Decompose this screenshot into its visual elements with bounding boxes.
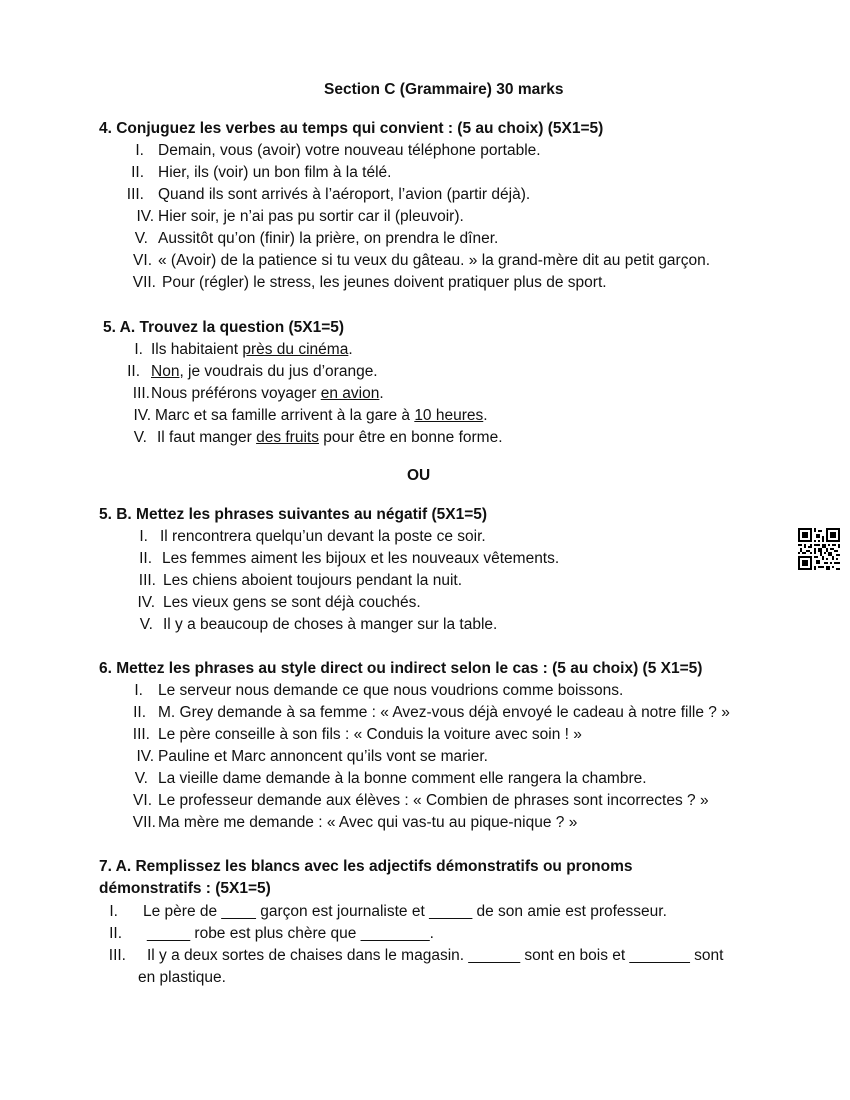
list-item: Il y a deux sortes de chaises dans le magasin. ______ sont en bois et _______ sont — [147, 947, 724, 964]
list-item: Hier soir, je n’ai pas pu sortir car il (pleuvoir). — [158, 208, 464, 225]
list-item-number: III. — [138, 572, 156, 589]
list-item: Nous préférons voyager en avion. — [151, 385, 384, 402]
list-item-number: VII. — [132, 274, 156, 291]
list-item: Non, je voudrais du jus d’orange. — [151, 363, 378, 380]
list-item-number: I. — [134, 682, 143, 699]
list-item: Le serveur nous demande ce que nous voudrions comme boissons. — [158, 682, 624, 699]
list-item-number: V. — [139, 616, 153, 633]
list-item: Ils habitaient près du cinéma. — [151, 341, 353, 358]
q7a-heading: 7. A. Remplissez les blancs avec les adjectifs démonstratifs ou pronoms — [99, 858, 633, 875]
list-item-number: IV. — [137, 594, 155, 611]
list-item: Les femmes aiment les bijoux et les nouveaux vêtements. — [162, 550, 560, 567]
q7a-heading-continued: démonstratifs : (5X1=5) — [99, 880, 271, 897]
list-item-number: III. — [132, 385, 150, 402]
list-item: _____ robe est plus chère que ________. — [147, 925, 434, 942]
list-item-number: VII. — [132, 814, 156, 831]
list-item: Pour (régler) le stress, les jeunes doivent pratiquer plus de sport. — [162, 274, 607, 291]
section-title: Section C (Grammaire) 30 marks — [324, 81, 564, 98]
list-item-number: I. — [109, 903, 118, 920]
list-item-number: VI. — [133, 252, 152, 269]
list-item-number: II. — [133, 704, 146, 721]
underlined-answer: Non — [151, 363, 180, 380]
list-item-number: VI. — [133, 792, 152, 809]
list-item-number: IV. — [136, 748, 154, 765]
list-item: Le professeur demande aux élèves : « Combien de phrases sont incorrectes ? » — [158, 792, 709, 809]
underlined-answer: en avion — [320, 385, 380, 402]
list-item-number: V. — [134, 230, 148, 247]
list-item: Demain, vous (avoir) votre nouveau téléphone portable. — [158, 142, 541, 159]
list-item: Aussitôt qu’on (finir) la prière, on prendra le dîner. — [158, 230, 499, 247]
underlined-answer: des fruits — [256, 429, 319, 446]
list-item: M. Grey demande à sa femme : « Avez-vous déjà envoyé le cadeau à notre fille ? » — [158, 704, 730, 721]
list-item-number: I. — [135, 142, 144, 159]
list-item: Hier, ils (voir) un bon film à la télé. — [158, 164, 392, 181]
underlined-answer: près du cinéma — [242, 341, 349, 358]
list-item: Les chiens aboient toujours pendant la nuit. — [163, 572, 463, 589]
list-item-number: III. — [132, 726, 150, 743]
list-item-continuation: en plastique. — [138, 969, 226, 986]
list-item: Pauline et Marc annoncent qu’ils vont se marier. — [158, 748, 488, 765]
or-divider: OU — [407, 467, 431, 484]
list-item: Il rencontrera quelqu’un devant la poste ce soir. — [160, 528, 486, 545]
list-item: Quand ils sont arrivés à l’aéroport, l’avion (partir déjà). — [158, 186, 531, 203]
q4-heading: 4. Conjuguez les verbes au temps qui convient : (5 au choix) (5X1=5) — [99, 120, 604, 137]
list-item: Le père de ____ garçon est journaliste et _____ de son amie est professeur. — [143, 903, 667, 920]
list-item-number: II. — [131, 164, 144, 181]
list-item-number: II. — [127, 363, 140, 380]
list-item: Ma mère me demande : « Avec qui vas-tu au pique-nique ? » — [158, 814, 578, 831]
list-item-number: V. — [133, 429, 147, 446]
list-item: La vieille dame demande à la bonne comment elle rangera la chambre. — [158, 770, 647, 787]
q5b-heading: 5. B. Mettez les phrases suivantes au négatif (5X1=5) — [99, 506, 488, 523]
list-item-number: IV. — [133, 407, 151, 424]
qr-code-icon — [798, 528, 840, 570]
list-item: Marc et sa famille arrivent à la gare à 10 heures. — [155, 407, 488, 424]
list-item-number: V. — [134, 770, 148, 787]
list-item: Il y a beaucoup de choses à manger sur la table. — [163, 616, 498, 633]
q5a-heading: 5. A. Trouvez la question (5X1=5) — [103, 319, 345, 336]
underlined-answer: 10 heures — [414, 407, 484, 424]
list-item: « (Avoir) de la patience si tu veux du gâteau. » la grand-mère dit au petit garçon. — [158, 252, 711, 269]
list-item-number: III. — [108, 947, 126, 964]
list-item: Il faut manger des fruits pour être en bonne forme. — [157, 429, 503, 446]
q6-heading: 6. Mettez les phrases au style direct ou indirect selon le cas : (5 au choix) (5 X1=5) — [99, 660, 703, 677]
list-item-number: IV. — [136, 208, 154, 225]
list-item: Le père conseille à son fils : « Conduis la voiture avec soin ! » — [158, 726, 582, 743]
list-item-number: II. — [139, 550, 152, 567]
list-item: Les vieux gens se sont déjà couchés. — [163, 594, 421, 611]
list-item-number: III. — [126, 186, 144, 203]
list-item-number: I. — [134, 341, 143, 358]
list-item-number: I. — [139, 528, 148, 545]
list-item-number: II. — [109, 925, 122, 942]
